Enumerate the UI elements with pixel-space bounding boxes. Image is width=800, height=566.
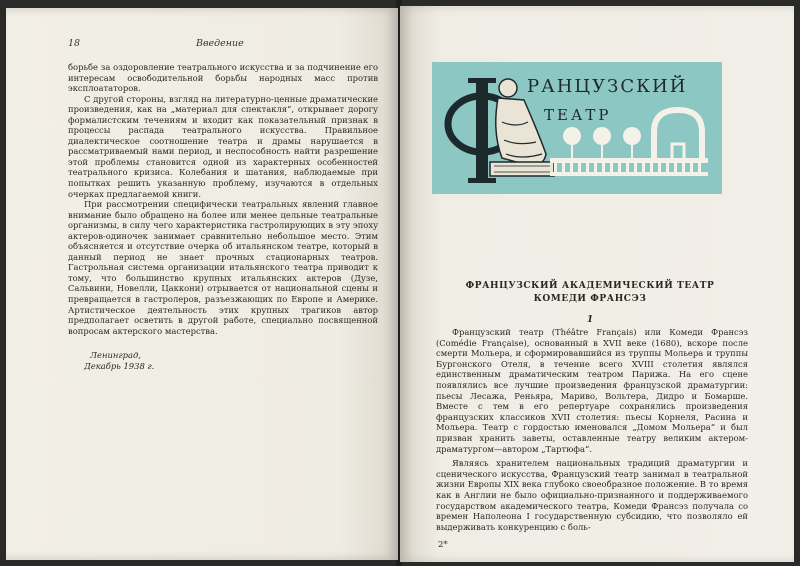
author-signature [84,350,154,372]
section-number: 1 [586,315,594,325]
arch-icon [654,110,702,158]
chapter-banner [432,62,722,194]
left-body-text [68,62,378,336]
right-body-text [436,327,748,532]
chapter-heading-line2: КОМЕДИ ФРАНСЭЗ [533,294,647,304]
left-paragraph-3: При рассмотрении специфически театральных явлений главное внимание было обращено на более или менее цельные театральные организмы, в силу чего характеристика гастролирующих в эту эпоху актеров-одиночек занимает сравнительно небольшое место. Этим объясняется и отсутствие очерка об итальянском театре, который в данный период не знает прочных стационарных театров. Гастрольная система организации итальянского театра приводит к тому, что большинство крупных итальянских актеров (Дузе, Сальвини, Новелли, Цаккони) отрывается от национальной сцены и превращается в гастролеров, разъезжающих по Европе и Америке. Артистическое деятельность этих крупных трагиков автор предполагает осветить в другой работе, специально посвященной вопросам актерского мастерства. [68,199,378,336]
trees-icon [563,127,641,158]
left-paragraph-2: С другой стороны, взгляд на литературно-ценные драматические произведения, как на „материал для спектакля“, открывает дорогу формалистским течениям и входит как показательный признак в процессы распада театрального искусства. Правильное диалектическое соотношение театра и драмы нарушается в рассматриваемый нами период, и неспособность найти разрешение этой проблемы становится одной из характерных особенностей театрального кризиса. Колебания и шатания, наблюдаемые при попытках решить указанную проблему, изучаются в отдельных очерках предлагаемой книги. [68,93,378,199]
left-page-number: 18 [68,38,81,49]
right-paragraph-1: Французский театр (Théâtre Français) или Комеди Франсэз (Comédie Française), основанный в XVII веке (1680), вскоре после смерти Мольера, и сформировавшийся из труппы Мольера и труппы Бургонского Отеля, в течение всего XVIII столетия являлся единственным драматическим театром Парижа. На его сцене появлялись все лучшие произведения французской драматургии: пьесы Лесажа, Реньяра, Мариво, Вольтера, Дидро и Бомарше. Вместе с тем в его репертуаре сохранялись произведения французских классиков XVII столетия: пьесы Корнеля, Расина и Мольера. Театр с гордостью именовался „Домом Мольера“ и был призван хранить заветы, оставленные театру великим актером-драматургом—автором „Тартюфа“. [436,327,748,454]
chapter-heading [440,280,740,306]
printer-signature-mark: 2* [438,540,448,550]
banner-subtitle: ТЕАТР [544,106,612,124]
running-title: Введение [196,38,244,49]
signature-place: Ленинград, [90,350,141,360]
balustrade-icon [550,158,708,176]
signature-date: Декабрь 1938 г. [84,361,155,371]
banner-title [510,76,687,97]
chapter-heading-line1: ФРАНЦУЗСКИЙ АКАДЕМИЧЕСКИЙ ТЕАТР [465,281,715,291]
left-paragraph-1: борьбе за оздоровление театрального искусства и за подчинение его интересам освободительной борьбы народных масс против эксплоататоров. [68,62,378,94]
banner-title-rest: РАНЦУЗСКИЙ [526,76,688,97]
right-paragraph-2: Являясь хранителем национальных традиций драматургии и сценического искусства, Французский театр занимал в театральной жизни Европы XIX века глубоко своеобразное положение. В то время как в Англии не было официально-признанного и поддерживаемого государством академического театра, Комеди Франсэз получала со времен Наполеона I государственную субсидию, что позволяло ей выдерживать конкуренцию с боль- [436,458,748,532]
